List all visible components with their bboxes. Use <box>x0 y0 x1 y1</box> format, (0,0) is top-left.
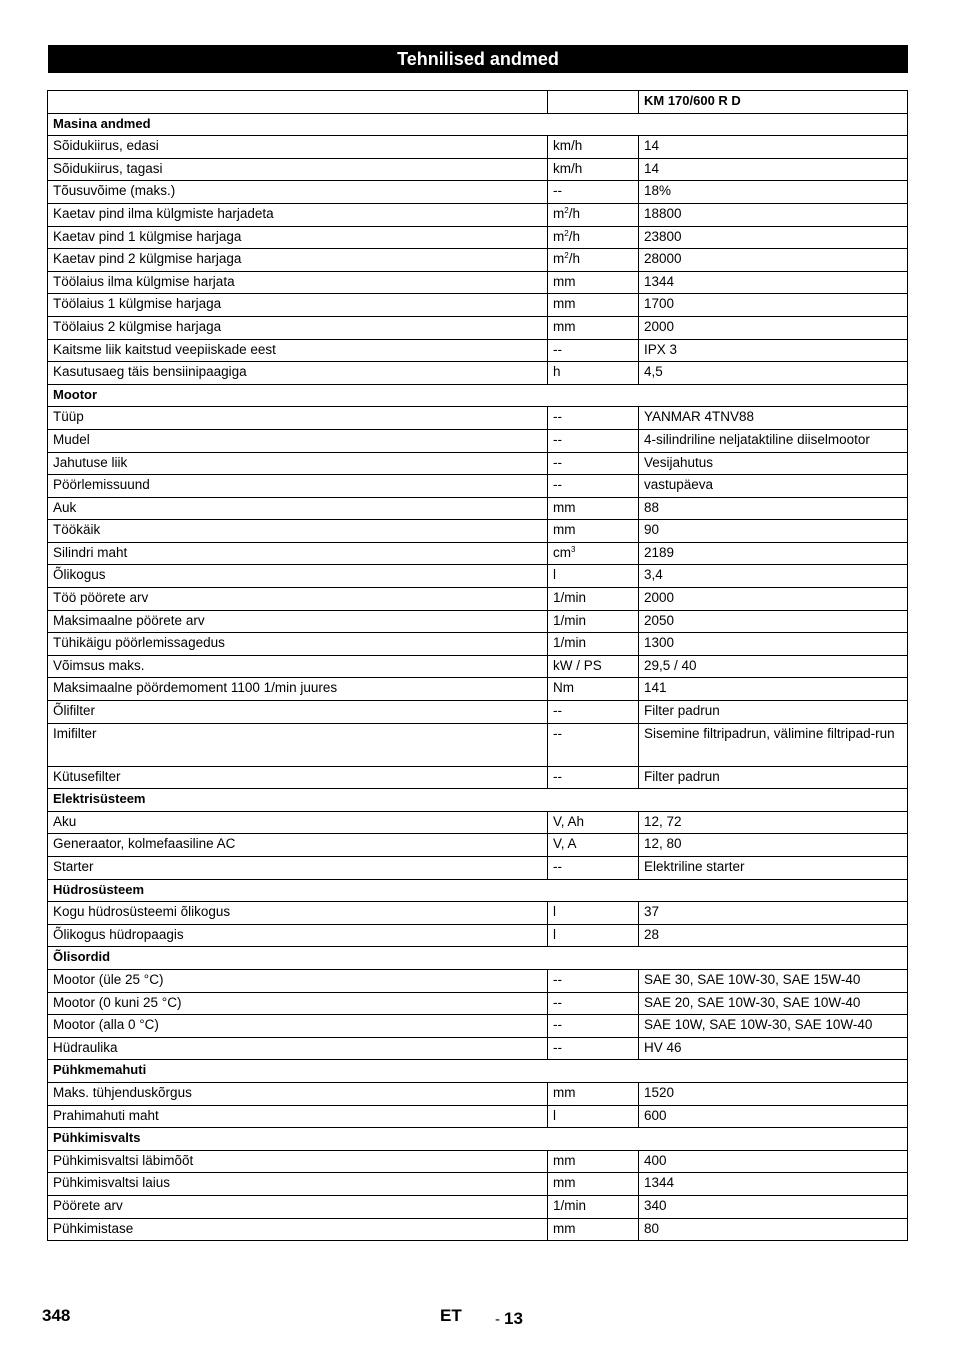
row-label: Maksimaalne pöördemoment 1100 1/min juures <box>48 678 548 701</box>
row-unit: -- <box>548 407 639 430</box>
row-unit: mm <box>548 316 639 339</box>
row-value: 1700 <box>639 294 908 317</box>
section-title: Mootor <box>48 384 908 407</box>
row-unit: -- <box>548 857 639 880</box>
row-label: Tühikäigu pöörlemissagedus <box>48 633 548 656</box>
row-label: Mootor (alla 0 °C) <box>48 1015 548 1038</box>
row-unit: h <box>548 362 639 385</box>
row-label: Sõidukiirus, tagasi <box>48 158 548 181</box>
table-row <box>48 902 908 925</box>
section-title: Hüdrosüsteem <box>48 879 908 902</box>
row-label: Starter <box>48 857 548 880</box>
table-row <box>48 588 908 611</box>
row-label: Kasutusaeg täis bensiinipaagiga <box>48 362 548 385</box>
row-unit: 1/min <box>548 610 639 633</box>
row-unit: -- <box>548 723 639 766</box>
row-unit: 1/min <box>548 588 639 611</box>
spec-table <box>47 90 908 1241</box>
row-value: 12, 72 <box>639 811 908 834</box>
unit-exponent: 2 <box>564 205 569 215</box>
row-value: HV 46 <box>639 1037 908 1060</box>
row-label: Võimsus maks. <box>48 655 548 678</box>
row-value: 2189 <box>639 542 908 565</box>
row-value: 12, 80 <box>639 834 908 857</box>
row-unit: l <box>548 902 639 925</box>
row-label: Mootor (üle 25 °C) <box>48 969 548 992</box>
row-value: YANMAR 4TNV88 <box>639 407 908 430</box>
row-label: Maksimaalne pöörete arv <box>48 610 548 633</box>
section-row-valts <box>48 1128 908 1151</box>
row-unit: l <box>548 924 639 947</box>
row-unit: mm <box>548 497 639 520</box>
row-label: Imifilter <box>48 723 548 766</box>
row-value: 340 <box>639 1195 908 1218</box>
row-unit: mm <box>548 1218 639 1241</box>
row-unit: mm <box>548 1173 639 1196</box>
table-row <box>48 857 908 880</box>
row-label: Auk <box>48 497 548 520</box>
table-row <box>48 1015 908 1038</box>
table-row <box>48 1150 908 1173</box>
header-label-cell <box>48 91 548 114</box>
row-label: Kaetav pind ilma külgmiste harjadeta <box>48 203 548 226</box>
unit-base: m <box>553 228 565 244</box>
row-value: Elektriline starter <box>639 857 908 880</box>
header-model-cell: KM 170/600 R D <box>639 91 908 114</box>
row-unit: 1/min <box>548 1195 639 1218</box>
row-label: Pöörete arv <box>48 1195 548 1218</box>
table-row <box>48 271 908 294</box>
table-row <box>48 992 908 1015</box>
section-row-mootor <box>48 384 908 407</box>
row-unit: mm <box>548 294 639 317</box>
row-value: 18% <box>639 181 908 204</box>
table-row <box>48 249 908 272</box>
row-unit: -- <box>548 475 639 498</box>
section-page-number: 13 <box>504 1309 523 1328</box>
unit-exponent: 2 <box>564 228 569 238</box>
row-value: 1300 <box>639 633 908 656</box>
row-label: Pühkimisvaltsi läbimõõt <box>48 1150 548 1173</box>
table-row <box>48 181 908 204</box>
row-value: 400 <box>639 1150 908 1173</box>
row-unit: mm <box>548 1150 639 1173</box>
row-unit: -- <box>548 992 639 1015</box>
section-row-masina <box>48 113 908 136</box>
table-row <box>48 1037 908 1060</box>
row-label: Töö pöörete arv <box>48 588 548 611</box>
row-label: Õlikogus <box>48 565 548 588</box>
section-title: Elektrisüsteem <box>48 789 908 812</box>
table-row <box>48 1218 908 1241</box>
row-label: Kaitsme liik kaitstud veepiiskade eest <box>48 339 548 362</box>
row-value: 14 <box>639 136 908 159</box>
row-value: 37 <box>639 902 908 925</box>
row-value: Sisemine filtripadrun, välimine filtripad-run <box>639 723 908 766</box>
row-label: Töölaius 1 külgmise harjaga <box>48 294 548 317</box>
row-value: 600 <box>639 1105 908 1128</box>
table-row <box>48 452 908 475</box>
unit-exponent: 3 <box>571 544 576 554</box>
row-label: Mootor (0 kuni 25 °C) <box>48 992 548 1015</box>
header-unit-cell <box>548 91 639 114</box>
page-number: 348 <box>42 1306 71 1325</box>
table-row <box>48 655 908 678</box>
row-value: 2000 <box>639 316 908 339</box>
row-unit: kW / PS <box>548 655 639 678</box>
row-label: Silindri maht <box>48 542 548 565</box>
spec-table-body <box>48 91 908 1241</box>
row-value: 2050 <box>639 610 908 633</box>
row-value: SAE 10W, SAE 10W-30, SAE 10W-40 <box>639 1015 908 1038</box>
row-label: Kaetav pind 2 külgmise harjaga <box>48 249 548 272</box>
table-row <box>48 1173 908 1196</box>
section-title: Pühkimisvalts <box>48 1128 908 1151</box>
row-unit: -- <box>548 969 639 992</box>
table-row <box>48 610 908 633</box>
row-value: 4-silindriline neljataktiline diiselmootor <box>639 429 908 452</box>
table-row <box>48 766 908 789</box>
table-row <box>48 1195 908 1218</box>
row-value: 88 <box>639 497 908 520</box>
table-header-row <box>48 91 908 114</box>
table-row <box>48 723 908 766</box>
row-label: Õlifilter <box>48 701 548 724</box>
row-label: Generaator, kolmefaasiline AC <box>48 834 548 857</box>
table-row <box>48 1082 908 1105</box>
row-label: Töölaius ilma külgmise harjata <box>48 271 548 294</box>
row-label: Jahutuse liik <box>48 452 548 475</box>
row-unit: -- <box>548 452 639 475</box>
table-row <box>48 339 908 362</box>
unit-tail: /h <box>568 228 580 244</box>
table-row <box>48 1105 908 1128</box>
row-unit: V, A <box>548 834 639 857</box>
table-row <box>48 429 908 452</box>
row-value: 1344 <box>639 271 908 294</box>
row-value: 28 <box>639 924 908 947</box>
table-row <box>48 834 908 857</box>
row-unit: -- <box>548 429 639 452</box>
row-value: 4,5 <box>639 362 908 385</box>
section-page-dash: - <box>495 1311 500 1328</box>
row-label: Kütusefilter <box>48 766 548 789</box>
row-value: 2000 <box>639 588 908 611</box>
row-label: Prahimahuti maht <box>48 1105 548 1128</box>
row-unit: mm <box>548 520 639 543</box>
row-value: SAE 20, SAE 10W-30, SAE 10W-40 <box>639 992 908 1015</box>
row-unit: -- <box>548 1037 639 1060</box>
row-label: Õlikogus hüdropaagis <box>48 924 548 947</box>
row-label: Maks. tühjenduskõrgus <box>48 1082 548 1105</box>
row-label: Hüdraulika <box>48 1037 548 1060</box>
row-value: Filter padrun <box>639 766 908 789</box>
row-label: Aku <box>48 811 548 834</box>
unit-base: m <box>553 205 565 221</box>
row-value: 80 <box>639 1218 908 1241</box>
table-row <box>48 565 908 588</box>
row-unit <box>548 203 639 226</box>
row-value: 90 <box>639 520 908 543</box>
row-value: 18800 <box>639 203 908 226</box>
row-unit: l <box>548 1105 639 1128</box>
table-row <box>48 678 908 701</box>
row-value: 14 <box>639 158 908 181</box>
row-value: 28000 <box>639 249 908 272</box>
row-unit: mm <box>548 271 639 294</box>
row-value: SAE 30, SAE 10W-30, SAE 15W-40 <box>639 969 908 992</box>
row-unit: -- <box>548 766 639 789</box>
row-unit <box>548 226 639 249</box>
unit-base: cm <box>553 544 571 560</box>
page-title: Tehnilised andmed <box>48 45 908 73</box>
row-label: Töölaius 2 külgmise harjaga <box>48 316 548 339</box>
unit-exponent: 2 <box>564 251 569 261</box>
row-value: 23800 <box>639 226 908 249</box>
table-row <box>48 542 908 565</box>
row-label: Töökäik <box>48 520 548 543</box>
row-unit: V, Ah <box>548 811 639 834</box>
row-unit <box>548 249 639 272</box>
table-row <box>48 226 908 249</box>
row-unit: km/h <box>548 136 639 159</box>
section-row-elektri <box>48 789 908 812</box>
table-row <box>48 294 908 317</box>
row-label: Pöörlemissuund <box>48 475 548 498</box>
section-page <box>495 1309 523 1329</box>
table-row <box>48 969 908 992</box>
row-value: 29,5 / 40 <box>639 655 908 678</box>
row-unit: -- <box>548 339 639 362</box>
section-title: Pühkmemahuti <box>48 1060 908 1083</box>
row-label: Pühkimisvaltsi laius <box>48 1173 548 1196</box>
table-row <box>48 811 908 834</box>
row-unit: l <box>548 565 639 588</box>
table-row <box>48 362 908 385</box>
section-title: Õlisordid <box>48 947 908 970</box>
section-row-puhkmemahuti <box>48 1060 908 1083</box>
row-unit: -- <box>548 181 639 204</box>
row-value: Filter padrun <box>639 701 908 724</box>
row-label: Kogu hüdrosüsteemi õlikogus <box>48 902 548 925</box>
row-value: IPX 3 <box>639 339 908 362</box>
row-label: Mudel <box>48 429 548 452</box>
row-unit: 1/min <box>548 633 639 656</box>
table-row <box>48 475 908 498</box>
row-unit <box>548 542 639 565</box>
row-value: 141 <box>639 678 908 701</box>
row-label: Sõidukiirus, edasi <box>48 136 548 159</box>
table-row <box>48 520 908 543</box>
table-row <box>48 497 908 520</box>
table-row <box>48 203 908 226</box>
row-unit: mm <box>548 1082 639 1105</box>
unit-tail: /h <box>568 251 580 267</box>
table-row <box>48 924 908 947</box>
table-row <box>48 316 908 339</box>
row-value: 1520 <box>639 1082 908 1105</box>
row-unit: km/h <box>548 158 639 181</box>
section-row-hudro <box>48 879 908 902</box>
table-row <box>48 158 908 181</box>
row-label: Tõusuvõime (maks.) <box>48 181 548 204</box>
row-label: Kaetav pind 1 külgmise harjaga <box>48 226 548 249</box>
row-value: vastupäeva <box>639 475 908 498</box>
section-row-oli <box>48 947 908 970</box>
row-value: 1344 <box>639 1173 908 1196</box>
row-unit: -- <box>548 1015 639 1038</box>
section-title: Masina andmed <box>48 113 908 136</box>
table-row <box>48 136 908 159</box>
table-row <box>48 407 908 430</box>
row-unit: -- <box>548 701 639 724</box>
unit-base: m <box>553 251 565 267</box>
row-value: 3,4 <box>639 565 908 588</box>
row-value: Vesijahutus <box>639 452 908 475</box>
unit-tail: /h <box>568 205 580 221</box>
row-label: Tüüp <box>48 407 548 430</box>
language-code: ET <box>440 1306 462 1325</box>
table-row <box>48 633 908 656</box>
table-row <box>48 701 908 724</box>
row-label: Pühkimistase <box>48 1218 548 1241</box>
row-unit: Nm <box>548 678 639 701</box>
